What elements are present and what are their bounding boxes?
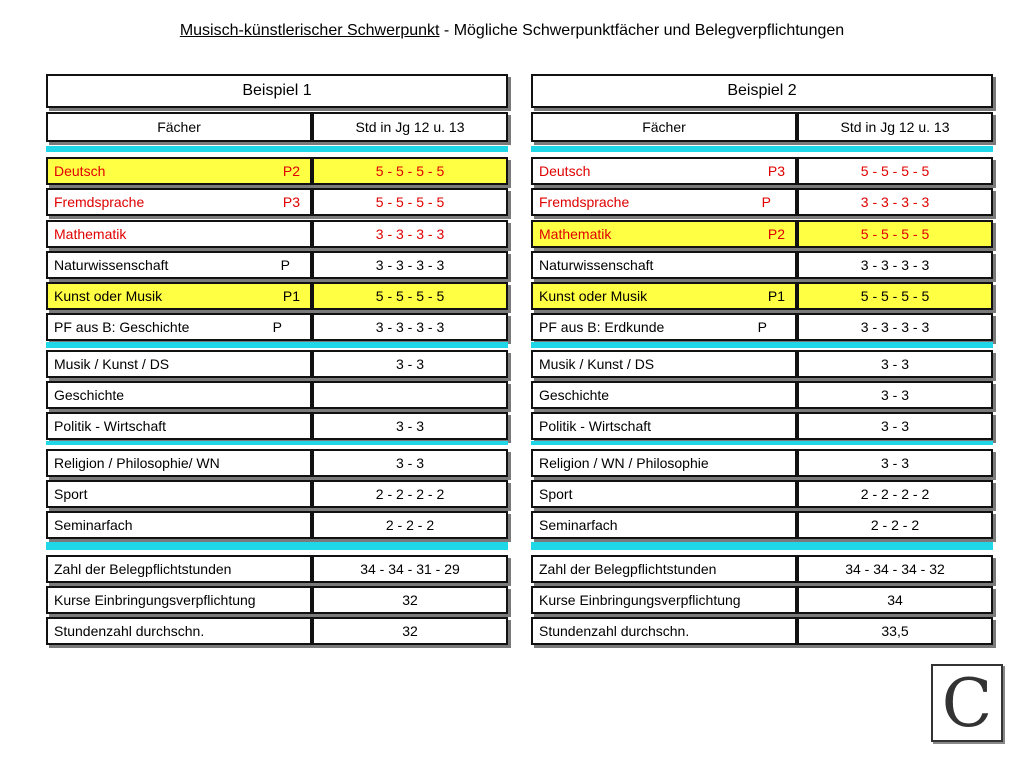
subject-label: Zahl der Belegpflichtstunden [54,561,232,577]
hours-cell: 3 - 3 - 3 - 3 [312,220,508,248]
subject-cell [46,617,312,645]
hours-cell: 2 - 2 - 2 - 2 [797,480,993,508]
table-row [531,282,993,310]
table-row [531,617,993,645]
subject-cell [531,480,797,508]
subject-label: Mathematik [539,226,612,242]
subject-label: Stundenzahl durchschn. [539,623,690,639]
panel-heading: Beispiel 2 [531,74,993,108]
separator-bar [531,441,993,445]
table-row [531,157,993,185]
table-row [46,220,508,248]
subject-cell [46,313,312,341]
level-label: P [280,257,290,273]
subject-label: Fremdsprache [54,194,145,210]
subject-label: Musik / Kunst / DS [539,356,655,372]
hours-cell: 5 - 5 - 5 - 5 [797,220,993,248]
hours-cell: 2 - 2 - 2 - 2 [312,480,508,508]
hours-cell: 3 - 3 - 3 - 3 [797,251,993,279]
hours-cell: 3 - 3 - 3 - 3 [312,313,508,341]
separator-bar [531,342,993,348]
table-row [46,412,508,440]
hours-cell: 34 - 34 - 31 - 29 [312,555,508,583]
subject-label: PF aus B: Geschichte [54,319,190,335]
table-row [46,449,508,477]
separator-bar [46,146,508,152]
hours-cell: 3 - 3 [312,449,508,477]
hours-cell: 3 - 3 [797,350,993,378]
subject-label: Musik / Kunst / DS [54,356,170,372]
hours-cell: 2 - 2 - 2 [797,511,993,539]
level-label: P3 [767,163,785,179]
panel-beispiel-1 [46,0,508,660]
hours-cell: 34 - 34 - 34 - 32 [797,555,993,583]
hours-cell: 5 - 5 - 5 - 5 [312,188,508,216]
table-row [531,586,993,614]
subject-cell [531,511,797,539]
table-row [531,350,993,378]
hours-cell: 5 - 5 - 5 - 5 [797,282,993,310]
table-row [531,511,993,539]
subject-cell [531,381,797,409]
hours-cell: 2 - 2 - 2 [312,511,508,539]
hours-cell: 32 [312,586,508,614]
subject-label: Geschichte [54,387,125,403]
table-row [531,480,993,508]
subject-cell [531,251,797,279]
subject-cell [531,350,797,378]
subject-cell [531,449,797,477]
separator-bar [531,542,993,550]
hours-cell: 3 - 3 [312,350,508,378]
subject-label: Kunst oder Musik [539,288,648,304]
table-row [531,381,993,409]
subject-label: Kurse Einbringungsverpflichtung [539,592,741,608]
level-label: P1 [282,288,300,304]
table-row [46,555,508,583]
subject-cell [46,251,312,279]
separator-bar [531,146,993,152]
subject-label: Politik - Wirtschaft [54,418,167,434]
subject-cell [531,157,797,185]
table-row [46,617,508,645]
subject-label: Deutsch [54,163,106,179]
subject-label: Seminarfach [539,517,618,533]
subject-cell [46,412,312,440]
table-row [46,282,508,310]
table-row [46,313,508,341]
hours-cell: 3 - 3 - 3 - 3 [312,251,508,279]
table-row [531,412,993,440]
level-label: P2 [767,226,785,242]
subject-cell [46,449,312,477]
subject-label: Sport [54,486,88,502]
table-row [46,511,508,539]
subject-label: Religion / WN / Philosophie [539,455,709,471]
table-row [46,480,508,508]
panel-heading: Beispiel 1 [46,74,508,108]
table-row [531,220,993,248]
hours-cell [312,381,508,409]
table-row [531,449,993,477]
subject-label: Mathematik [54,226,127,242]
table-row [46,157,508,185]
hours-cell: 3 - 3 [797,381,993,409]
hours-cell: 5 - 5 - 5 - 5 [312,157,508,185]
hours-cell: 3 - 3 [797,412,993,440]
subject-label: PF aus B: Erdkunde [539,319,665,335]
logo-c: C [931,664,1003,742]
separator-bar [46,441,508,445]
hours-cell: 3 - 3 [312,412,508,440]
level-label: P [761,194,771,210]
column-header-hours: Std in Jg 12 u. 13 [797,112,993,142]
hours-cell: 34 [797,586,993,614]
column-header-hours: Std in Jg 12 u. 13 [312,112,508,142]
hours-cell: 3 - 3 - 3 - 3 [797,313,993,341]
hours-cell: 32 [312,617,508,645]
subject-label: Naturwissenschaft [539,257,654,273]
level-label: P3 [282,194,300,210]
subject-label: Stundenzahl durchschn. [54,623,205,639]
hours-cell: 3 - 3 [797,449,993,477]
separator-bar [46,342,508,348]
subject-cell [46,586,312,614]
subject-cell [531,555,797,583]
subject-cell [46,282,312,310]
separator-bar [46,542,508,550]
subject-label: Naturwissenschaft [54,257,169,273]
subject-label: Kunst oder Musik [54,288,163,304]
subject-cell [531,412,797,440]
table-row [46,586,508,614]
subject-label: Religion / Philosophie/ WN [54,455,220,471]
level-label: P1 [767,288,785,304]
table-row [46,251,508,279]
column-header-subject: Fächer [531,112,797,142]
title-rest: - Mögliche Schwerpunktfächer und Belegverpflichtungen [439,22,845,39]
table-row [531,251,993,279]
hours-cell: 5 - 5 - 5 - 5 [797,157,993,185]
subject-label: Geschichte [539,387,610,403]
hours-cell: 3 - 3 - 3 - 3 [797,188,993,216]
title-main: Musisch-künstlerischer Schwerpunkt [179,22,440,39]
table-row [46,350,508,378]
subject-cell [46,350,312,378]
subject-label: Fremdsprache [539,194,630,210]
subject-cell [531,220,797,248]
subject-cell [46,555,312,583]
column-header-subject: Fächer [46,112,312,142]
subject-label: Zahl der Belegpflichtstunden [539,561,717,577]
panel-beispiel-2 [531,0,993,660]
subject-cell [531,313,797,341]
subject-label: Deutsch [539,163,591,179]
subject-cell [46,188,312,216]
subject-cell [46,157,312,185]
table-row [46,188,508,216]
subject-label: Sport [539,486,573,502]
subject-cell [531,188,797,216]
table-row [531,188,993,216]
table-row [46,381,508,409]
level-label: P [272,319,282,335]
subject-cell [46,511,312,539]
subject-label: Seminarfach [54,517,133,533]
subject-cell [46,480,312,508]
table-row [531,313,993,341]
hours-cell: 33,5 [797,617,993,645]
subject-cell [46,220,312,248]
level-label: P [757,319,767,335]
subject-label: Politik - Wirtschaft [539,418,652,434]
subject-cell [531,586,797,614]
table-row [531,555,993,583]
subject-cell [531,282,797,310]
subject-cell [46,381,312,409]
subject-label: Kurse Einbringungsverpflichtung [54,592,256,608]
hours-cell: 5 - 5 - 5 - 5 [312,282,508,310]
level-label: P2 [282,163,300,179]
subject-cell [531,617,797,645]
